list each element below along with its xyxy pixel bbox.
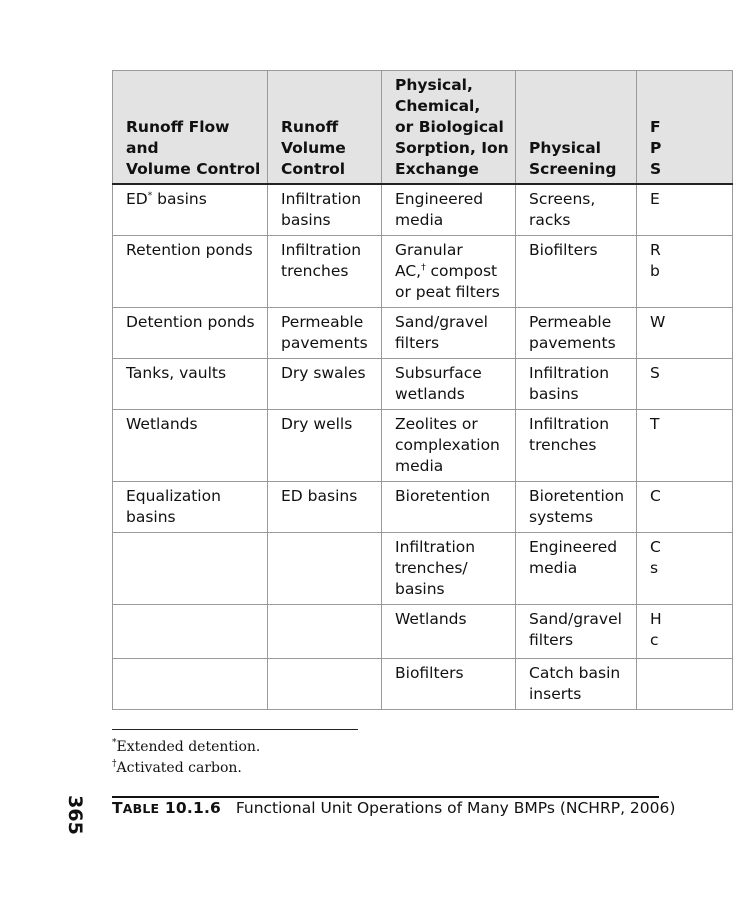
cell-physical-screening: Sand/gravel filters (516, 605, 637, 659)
cell-physical-screening: Bioretention systems (516, 482, 637, 533)
cell-runoff-flow-volume-control: Equalization basins (113, 482, 268, 533)
cell-sorption-ion-exchange: Biofilters (382, 659, 516, 710)
cell-truncated-column: H c (637, 605, 733, 659)
table-row (113, 533, 733, 605)
caption-text: Functional Unit Operations of Many BMPs (NCHRP, 2006) (235, 799, 676, 817)
cell-runoff-flow-volume-control (113, 533, 268, 605)
table-body (113, 184, 733, 710)
cell-runoff-volume-control: ED basins (268, 482, 382, 533)
cell-physical-screening: Screens, racks (516, 184, 637, 236)
cell-truncated-column: S (637, 359, 733, 410)
bmp-functional-table (112, 70, 733, 710)
cell-runoff-flow-volume-control: ED* basins (113, 184, 268, 236)
cell-runoff-volume-control: Infiltration trenches (268, 236, 382, 308)
table-row (113, 184, 733, 236)
cell-runoff-flow-volume-control: Detention ponds (113, 308, 268, 359)
caption-label: TABLE 10.1.6 (112, 799, 222, 817)
cell-runoff-volume-control: Dry wells (268, 410, 382, 482)
cell-runoff-volume-control: Infiltration basins (268, 184, 382, 236)
cell-runoff-flow-volume-control: Wetlands (113, 410, 268, 482)
footnote-extended-detention: *Extended detention. (112, 738, 261, 755)
cell-runoff-volume-control (268, 659, 382, 710)
cell-sorption-ion-exchange: Subsurface wetlands (382, 359, 516, 410)
cell-sorption-ion-exchange: Zeolites or complexation media (382, 410, 516, 482)
cell-physical-screening: Permeable pavements (516, 308, 637, 359)
cell-physical-screening: Engineered media (516, 533, 637, 605)
cell-sorption-ion-exchange: Granular AC,† compost or peat filters (382, 236, 516, 308)
cell-sorption-ion-exchange: Sand/gravel filters (382, 308, 516, 359)
cell-truncated-column: C s (637, 533, 733, 605)
cell-truncated-column: R b (637, 236, 733, 308)
cell-runoff-volume-control: Permeable pavements (268, 308, 382, 359)
table-caption (112, 798, 676, 819)
cell-runoff-volume-control: Dry swales (268, 359, 382, 410)
table-row (113, 359, 733, 410)
cell-truncated-column (637, 659, 733, 710)
cell-runoff-flow-volume-control (113, 605, 268, 659)
cell-physical-screening: Catch basin inserts (516, 659, 637, 710)
page-number: 365 (64, 795, 86, 835)
table-row (113, 308, 733, 359)
footnote-rule (112, 729, 358, 730)
header-truncated-column: F P S (637, 71, 733, 185)
table-row (113, 410, 733, 482)
table-row (113, 605, 733, 659)
table-row (113, 659, 733, 710)
cell-physical-screening: Infiltration basins (516, 359, 637, 410)
header-physical-screening: Physical Screening (516, 71, 637, 185)
cell-runoff-flow-volume-control (113, 659, 268, 710)
header-sorption-ion-exchange: Physical, Chemical, or Biological Sorption, Ion Exchange (382, 71, 516, 185)
table-row (113, 236, 733, 308)
cell-physical-screening: Biofilters (516, 236, 637, 308)
cell-sorption-ion-exchange: Engineered media (382, 184, 516, 236)
cell-runoff-volume-control (268, 605, 382, 659)
table-row (113, 482, 733, 533)
footnote-activated-carbon: †Activated carbon. (112, 759, 242, 776)
cell-runoff-flow-volume-control: Retention ponds (113, 236, 268, 308)
header-runoff-volume-control: Runoff Volume Control (268, 71, 382, 185)
header-runoff-flow-volume-control: Runoff Flow and Volume Control (113, 71, 268, 185)
cell-runoff-volume-control (268, 533, 382, 605)
cell-physical-screening: Infiltration trenches (516, 410, 637, 482)
cell-runoff-flow-volume-control: Tanks, vaults (113, 359, 268, 410)
cell-sorption-ion-exchange: Infiltration trenches/ basins (382, 533, 516, 605)
cell-sorption-ion-exchange: Bioretention (382, 482, 516, 533)
cell-truncated-column: T (637, 410, 733, 482)
cell-truncated-column: C (637, 482, 733, 533)
cell-sorption-ion-exchange: Wetlands (382, 605, 516, 659)
table-header-row (113, 71, 733, 185)
bmp-table-container (112, 70, 666, 711)
cell-truncated-column: W (637, 308, 733, 359)
cell-truncated-column: E (637, 184, 733, 236)
